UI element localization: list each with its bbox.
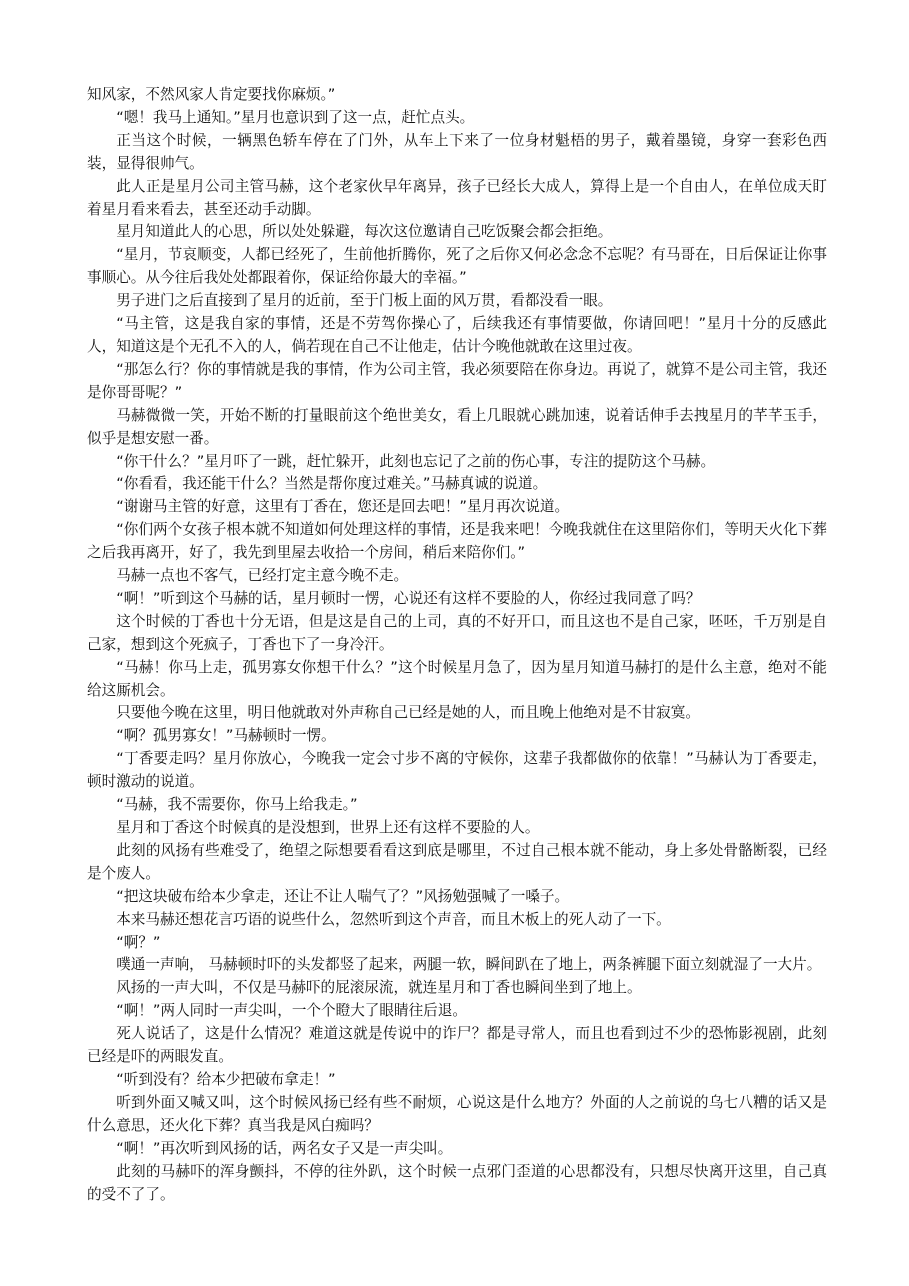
paragraph: “嗯！我马上通知。”星月也意识到了这一点，赶忙点头。 (116, 108, 475, 126)
paragraph: 此刻的风扬有些难受了，绝望之际想要看看这到底是哪里，不过自己根本就不能动，身上多处骨骼断裂，已经是个废人。 (87, 841, 827, 882)
paragraph: “马赫，我不需要你，你马上给我走。” (116, 796, 358, 814)
paragraph: 此人正是星月公司主管马赫，这个老家伙早年离异，孩子已经长大成人，算得上是一个自由人，在单位成天盯着星月看来看去，甚至还动手动脚。 (87, 177, 827, 218)
paragraph: 马赫一点也不客气，已经打定主意今晚不走。 (116, 567, 409, 585)
paragraph: “丁香要走吗？星月你放心，今晚我一定会寸步不离的守候你，这辈子我都做你的依靠！”马赫认为丁香要走，顿时激动的说道。 (87, 750, 827, 791)
paragraph: “星月，节哀顺变，人都已经死了，生前他折腾你，死了之后你又何必念念不忘呢？有马哥在，日后保证让你事事顺心。从今往后我处处都跟着你，保证给你最大的幸福。” (87, 246, 827, 287)
paragraph: 此刻的马赫吓的浑身颤抖，不停的往外趴，这个时候一点邪门歪道的心思都没有，只想尽快离开这里，自己真的受不了了。 (87, 1162, 827, 1203)
paragraph: “啊！”听到这个马赫的话，星月顿时一愣，心说还有这样不要脸的人，你经过我同意了吗？ (116, 589, 701, 607)
paragraph: 本来马赫还想花言巧语的说些什么，忽然听到这个声音，而且木板上的死人动了一下。 (116, 910, 671, 928)
document-page (87, 84, 827, 1206)
paragraph: 星月和丁香这个时候真的是没想到，世界上还有这样不要脸的人。 (116, 819, 540, 836)
paragraph: “谢谢马主管的好意，这里有丁香在，您还是回去吧！”星月再次说道。 (116, 498, 570, 516)
paragraph: 风扬的一声大叫，不仅是马赫吓的屁滚尿流，就连星月和丁香也瞬间坐到了地上。 (116, 979, 642, 997)
paragraph: 马赫微微一笑，开始不断的打量眼前这个绝世美女，看上几眼就心跳加速，说着话伸手去拽星月的芊芊玉手，似乎是想安慰一番。 (87, 406, 827, 447)
paragraph: “啊？孤男寡女！”马赫顿时一愣。 (116, 727, 336, 745)
paragraph: “那怎么行？你的事情就是我的事情，作为公司主管，我必须要陪在你身边。再说了，就算不是公司主管，我还是你哥哥呢？” (87, 360, 827, 401)
paragraph: 星月知道此人的心思，所以处处躲避，每次这位邀请自己吃饭聚会都会拒绝。 (116, 223, 613, 241)
paragraph: “啊！”两人同时一声尖叫，一个个瞪大了眼睛往后退。 (116, 1002, 467, 1020)
paragraph: “听到没有？给本少把破布拿走！” (116, 1070, 336, 1088)
paragraph: 听到外面又喊又叫，这个时候风扬已经有些不耐烦，心说这是什么地方？外面的人之前说的乌七八糟的话又是什么意思，还火化下葬？真当我是风白痴吗？ (87, 1093, 827, 1134)
paragraph: “啊？” (116, 933, 161, 951)
paragraph-continued: 知风家，不然风家人肯定要找你麻烦。” (87, 86, 336, 103)
paragraph: “你看看，我还能干什么？当然是帮你度过难关。”马赫真诚的说道。 (116, 475, 548, 493)
paragraph: 男子进门之后直接到了星月的近前，至于门板上面的风万贯，看都没看一眼。 (116, 292, 613, 310)
paragraph: 死人说话了，这是什么情况？难道这就是传说中的诈尸？都是寻常人，而且也看到过不少的恐怖影视剧，此刻已经是吓的两眼发直。 (87, 1025, 827, 1066)
paragraph: 只要他今晚在这里，明日他就敢对外声称自己已经是她的人，而且晚上他绝对是不甘寂寞。 (116, 704, 700, 722)
paragraph: “马赫！你马上走，孤男寡女你想干什么？”这个时候星月急了，因为星月知道马赫打的是什么主意，绝对不能给这厮机会。 (87, 658, 827, 699)
paragraph: “你们两个女孩子根本就不知道如何处理这样的事情，还是我来吧！今晚我就住在这里陪你们，等明天火化下葬之后我再离开，好了，我先到里屋去收拾一个房间，稍后来陪你们。” (87, 521, 827, 562)
paragraph: “马主管，这是我自家的事情，还是不劳驾你操心了，后续我还有事情要做，你请回吧！”星月十分的反感此人，知道这是个无孔不入的人，倘若现在自己不让他走，估计今晚他就敢在这里过夜。 (87, 315, 827, 355)
paragraph: 这个时候的丁香也十分无语，但是这是自己的上司，真的不好开口，而且这也不是自己家，呸呸，千万别是自己家，想到这个死疯子，丁香也下了一身冷汗。 (87, 612, 827, 653)
paragraph: 噗通一声响， 马赫顿时吓的头发都竖了起来，两腿一软，瞬间趴在了地上，两条裤腿下面立刻就湿了一大片。 (116, 956, 822, 974)
paragraph: “把这块破布给本少拿走，还让不让人喘气了？”风扬勉强喊了一嗓子。 (116, 887, 570, 905)
paragraph: 正当这个时候，一辆黑色轿车停在了门外，从车上下来了一位身材魁梧的男子，戴着墨镜，身穿一套彩色西装，显得很帅气。 (87, 131, 827, 172)
paragraph: “啊！”再次听到风扬的话，两名女子又是一声尖叫。 (116, 1139, 453, 1157)
paragraph: “你干什么？”星月吓了一跳，赶忙躲开，此刻也忘记了之前的伤心事，专注的提防这个马赫。 (116, 452, 716, 470)
